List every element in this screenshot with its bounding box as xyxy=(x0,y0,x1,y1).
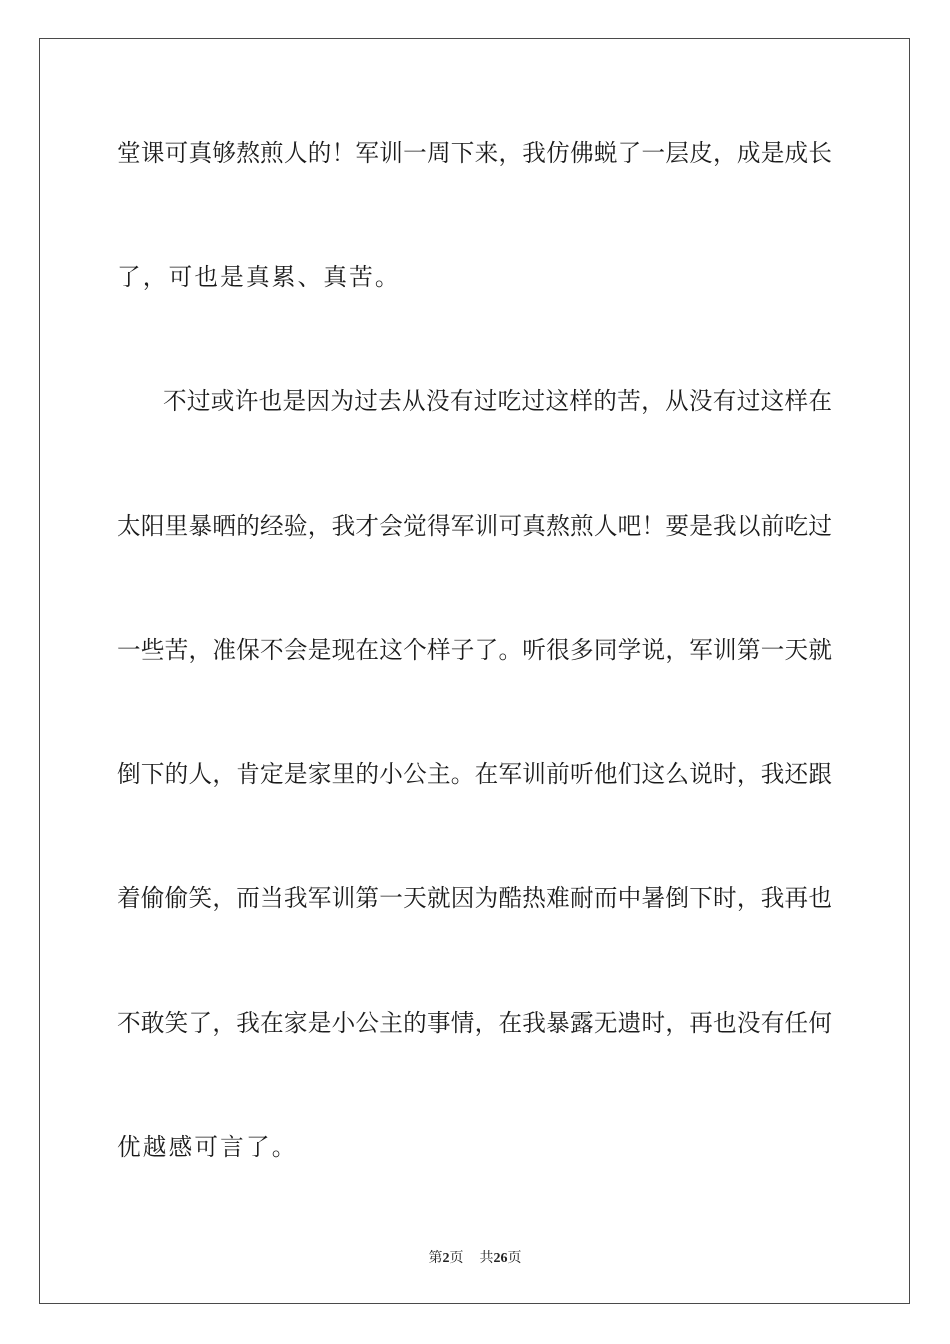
text-line-6: 倒下的人，肯定是家里的小公主。在军训前听他们这么说时，我还跟 xyxy=(117,760,832,788)
text-line-7: 着偷偷笑，而当我军训第一天就因为酷热难耐而中暑倒下时，我再也 xyxy=(117,884,832,912)
footer-page-number: 2 xyxy=(442,1251,450,1266)
footer-total-prefix: 共 xyxy=(479,1250,494,1266)
footer-page-prefix: 第 xyxy=(428,1250,443,1266)
text-line-8: 不敢笑了，我在家是小公主的事情，在我暴露无遗时，再也没有任何 xyxy=(117,1009,832,1037)
text-line-1: 堂课可真够熬煎人的！军训一周下来，我仿佛蜕了一层皮，成是成长 xyxy=(117,139,832,167)
page-footer xyxy=(0,1247,950,1267)
text-line-9: 优越感可言了。 xyxy=(117,1133,298,1161)
text-line-3: 不过或许也是因为过去从没有过吃过这样的苦，从没有过这样在 xyxy=(163,387,832,415)
text-line-5: 一些苦，准保不会是现在这个样子了。听很多同学说，军训第一天就 xyxy=(117,636,832,664)
text-line-4: 太阳里暴晒的经验，我才会觉得军训可真熬煎人吧！要是我以前吃过 xyxy=(117,512,832,540)
text-line-2: 了，可也是真累、真苦。 xyxy=(117,263,401,291)
footer-total-suffix: 页 xyxy=(507,1250,522,1266)
page-border xyxy=(39,38,910,1304)
footer-page-suffix: 页 xyxy=(449,1250,464,1266)
footer-total-pages: 26 xyxy=(493,1251,508,1266)
